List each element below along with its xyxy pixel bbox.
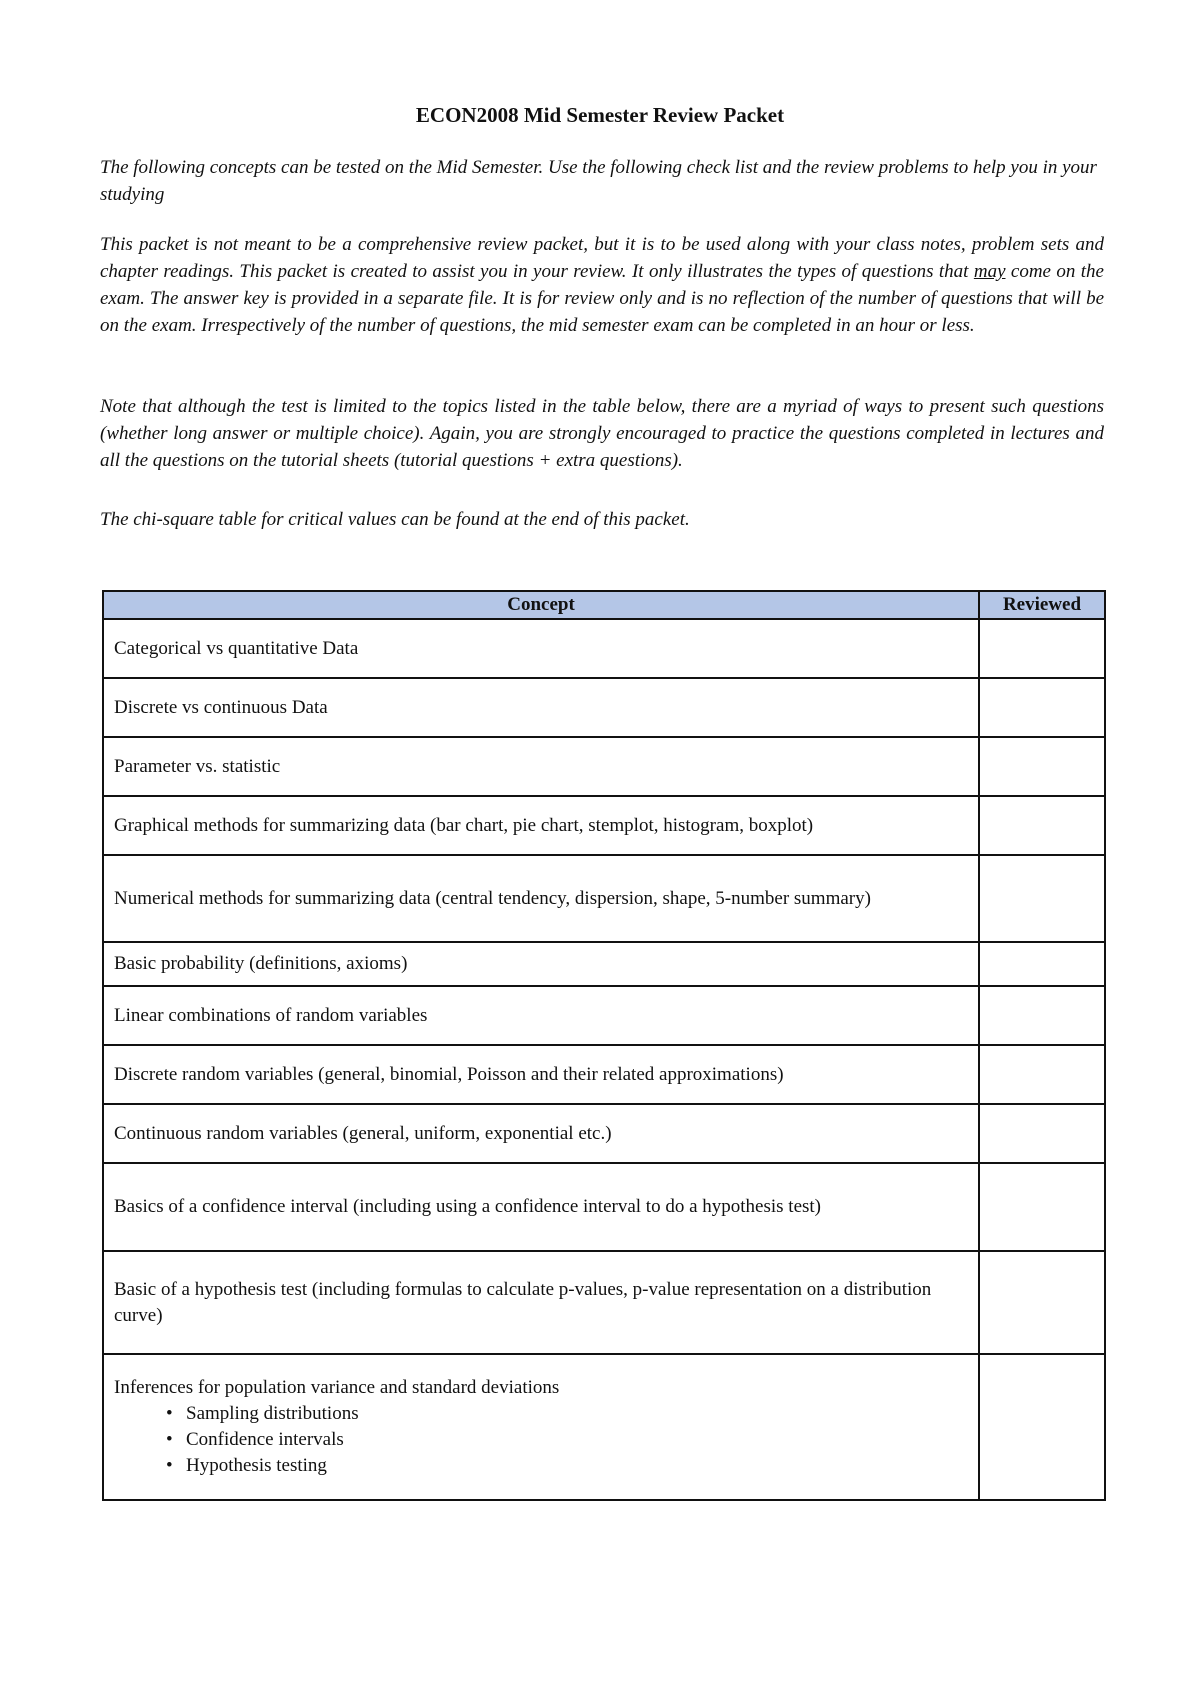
reviewed-cell[interactable] — [979, 1104, 1105, 1163]
reviewed-cell[interactable] — [979, 986, 1105, 1045]
reviewed-cell[interactable] — [979, 1251, 1105, 1354]
table-row — [103, 796, 1105, 855]
reviewed-cell[interactable] — [979, 737, 1105, 796]
concept-column-header: Concept — [103, 591, 979, 619]
underlined-may: may — [973, 261, 1006, 282]
sub-topic-item: • Hypothesis testing — [166, 1453, 968, 1479]
packet-purpose-paragraph — [100, 231, 1104, 339]
table-row — [103, 986, 1105, 1045]
packet-purpose-text-2: come on the exam. The answer key is provided in a separate file. It is for review only and is no reflection of the number of questions that will be on the exam. Irrespectively of the number of questions, the mid semester exam can be completed in an hour or less. — [100, 261, 1104, 336]
table-row — [103, 678, 1105, 737]
table-row — [103, 1251, 1105, 1354]
reviewed-cell[interactable] — [979, 1163, 1105, 1251]
table-row — [103, 855, 1105, 942]
packet-purpose-text-1: This packet is not meant to be a comprehensive review packet, but it is to be used along with your class notes, problem sets and chapter readings. This packet is created to assist you in your review. It only illustrates the types of questions that — [100, 234, 1104, 282]
sub-topic-item: • Confidence intervals — [166, 1427, 968, 1453]
concept-cell: Basic of a hypothesis test (including formulas to calculate p-values, p-value representation on a distribution curve) — [103, 1251, 979, 1354]
reviewed-cell[interactable] — [979, 942, 1105, 986]
table-row — [103, 1045, 1105, 1104]
concept-cell: Linear combinations of random variables — [103, 986, 979, 1045]
note-paragraph: Note that although the test is limited to the topics listed in the table below, there are a myriad of ways to present such questions (whether long answer or multiple choice). Again, you are strongly encouraged to practice the questions completed in lectures and all the questions on the tutorial sheets (tutorial questions + extra questions). — [100, 396, 1104, 471]
table-row — [103, 737, 1105, 796]
concept-cell: Basic probability (definitions, axioms) — [103, 942, 979, 986]
sub-topic-list — [114, 1401, 968, 1479]
reviewed-cell[interactable] — [979, 1045, 1105, 1104]
concept-cell: Parameter vs. statistic — [103, 737, 979, 796]
concept-cell: Basics of a confidence interval (including using a confidence interval to do a hypothesis test) — [103, 1163, 979, 1251]
intro-paragraph: The following concepts can be tested on the Mid Semester. Use the following check list and the review problems to help you in your studying — [100, 157, 1097, 205]
page-title: ECON2008 Mid Semester Review Packet — [415, 103, 785, 127]
concept-cell — [103, 1354, 979, 1500]
concept-cell: Categorical vs quantitative Data — [103, 619, 979, 678]
concept-cell: Discrete random variables (general, binomial, Poisson and their related approximations) — [103, 1045, 979, 1104]
concept-checklist-table — [102, 590, 1106, 1501]
reviewed-cell[interactable] — [979, 678, 1105, 737]
table-row — [103, 1163, 1105, 1251]
concept-cell: Continuous random variables (general, uniform, exponential etc.) — [103, 1104, 979, 1163]
chi-square-note: The chi-square table for critical values can be found at the end of this packet. — [100, 509, 690, 530]
reviewed-cell[interactable] — [979, 1354, 1105, 1500]
reviewed-cell[interactable] — [979, 619, 1105, 678]
concept-cell: Graphical methods for summarizing data (bar chart, pie chart, stemplot, histogram, boxplot) — [103, 796, 979, 855]
concept-cell: Discrete vs continuous Data — [103, 678, 979, 737]
concept-cell-heading: Inferences for population variance and standard deviations — [114, 1377, 560, 1398]
reviewed-cell[interactable] — [979, 855, 1105, 942]
table-header-row — [103, 591, 1105, 619]
table-row — [103, 1354, 1105, 1500]
table-row — [103, 942, 1105, 986]
reviewed-column-header: Reviewed — [979, 591, 1105, 619]
sub-topic-item: • Sampling distributions — [166, 1401, 968, 1427]
concept-cell: Numerical methods for summarizing data (central tendency, dispersion, shape, 5-number summary) — [103, 855, 979, 942]
table-row — [103, 619, 1105, 678]
reviewed-cell[interactable] — [979, 796, 1105, 855]
table-row — [103, 1104, 1105, 1163]
